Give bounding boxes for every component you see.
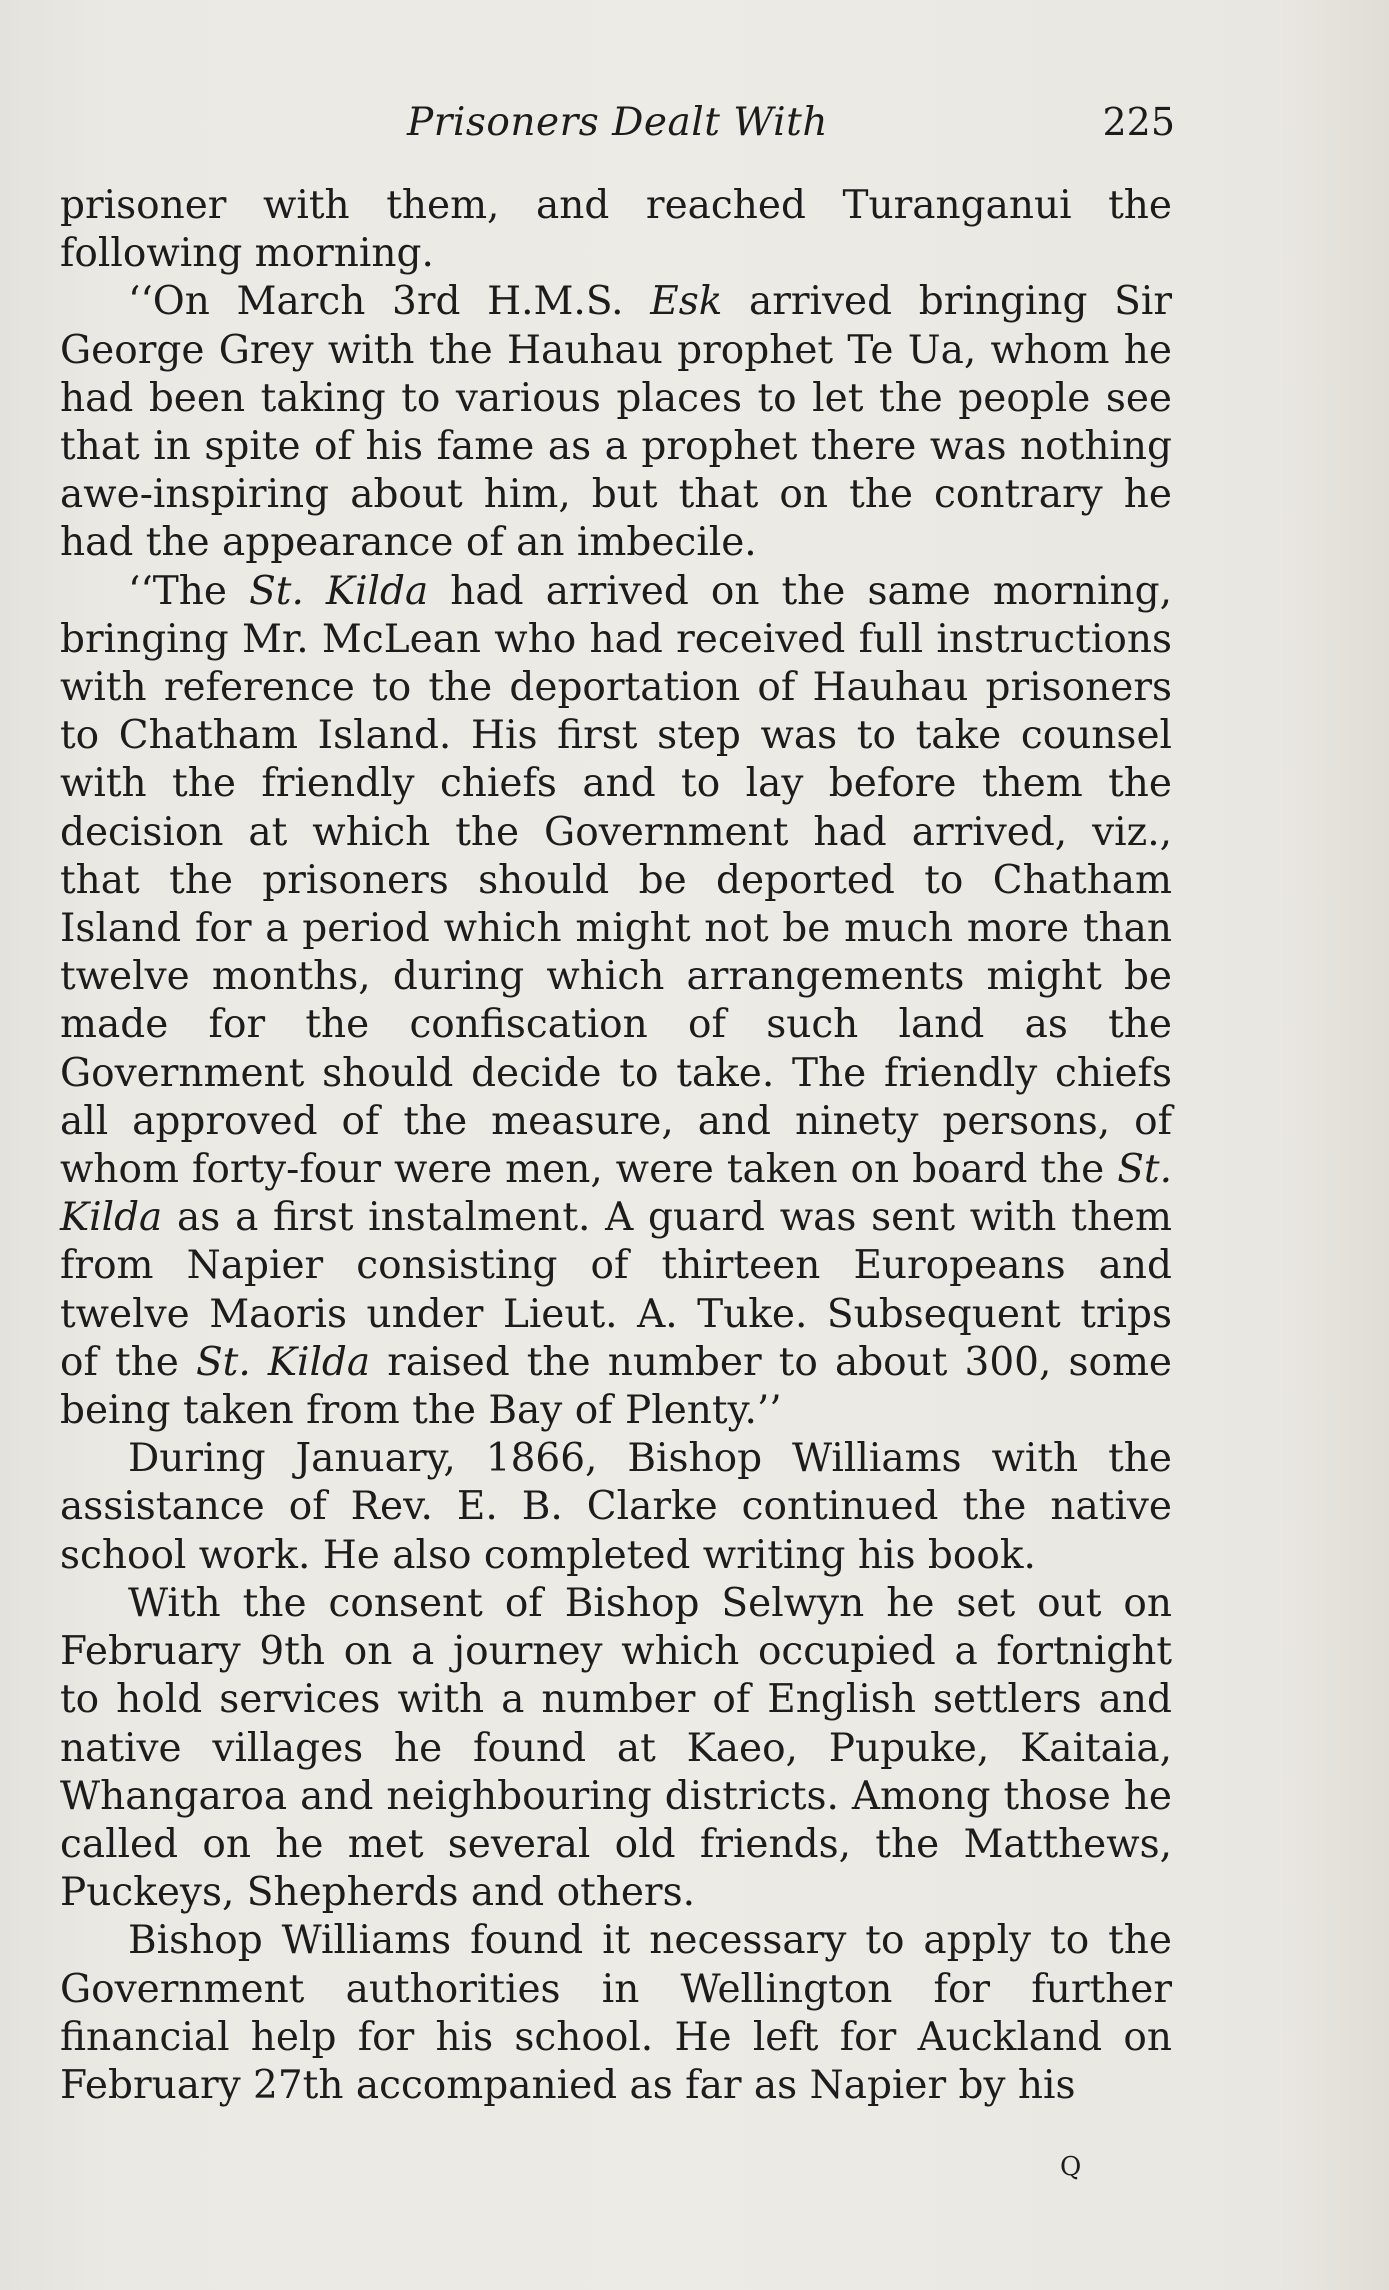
- paragraph: [60, 1917, 1172, 2110]
- italic-text: Esk: [650, 279, 723, 325]
- text-run: ‘‘On March 3rd H.M.S.: [128, 279, 651, 325]
- paragraph: [60, 182, 1172, 278]
- text-run: ‘‘The: [128, 568, 250, 614]
- running-title: Prisoners Dealt With: [407, 100, 828, 145]
- text-run: arrived bringing Sir George Grey with the Hauhau prophet Te Ua, whom he had been taking to various places to let the people see that in spite of his fame as a prophet there was nothing awe-inspiring about him, but that on the contrary he had the appearance of an imbecile.: [60, 279, 1172, 566]
- text-run: as a first instalment. A guard was sent with them from Napier consisting of thirteen Europeans and twelve Maoris under Lieut. A. Tuke. Subsequent trips of the: [60, 1195, 1172, 1385]
- italic-text: St. Kilda: [60, 1147, 1172, 1241]
- text-run: Bishop Williams found it necessary to apply to the Government authorities in Wellington for further financial help for his school. He left for Auckland on February 27th accompanied as far as Napier by his: [60, 1918, 1172, 2108]
- running-head: [60, 100, 1175, 160]
- text-run: had arrived on the same morning, bringing Mr. McLean who had received full instructions with reference to the deportation of Hauhau prisoners to Chatham Island. His first step was to take counsel with the friendly chiefs and to lay before them the decision at which the Government had arrived, viz., that the prisoners should be deported to Chatham Island for a period which might not be much more than twelve months, during which arrangements might be made for the confiscation of such land as the Government should decide to take. The friendly chiefs all approved of the measure, and ninety persons, of whom forty-four were men, were taken on board the: [60, 568, 1173, 1193]
- body-text: [60, 182, 1172, 2110]
- paragraph: [60, 1435, 1172, 1580]
- paragraph: [60, 278, 1172, 567]
- text-run: During January, 1866, Bishop Williams with the assistance of Rev. E. B. Clarke continued the native school work. He also completed writing his book.: [60, 1436, 1172, 1578]
- paragraph: [60, 1580, 1172, 1917]
- page-number: 225: [1102, 100, 1175, 144]
- italic-text: St. Kilda: [195, 1339, 371, 1385]
- italic-text: St. Kilda: [249, 568, 429, 614]
- text-run: raised the number to about 300, some being taken from the Bay of Plenty.’’: [60, 1339, 1173, 1434]
- paragraph: [60, 568, 1172, 1436]
- text-run: With the consent of Bishop Selwyn he set out on February 9th on a journey which occupied a fortnight to hold services with a number of English settlers and native villages he found at Kaeo, Pupuke, Kaitaia, Whangaroa and neighbouring districts. Among those he called on he met several old friends, the Matthews, Puckeys, Shepherds and others.: [60, 1580, 1172, 1916]
- text-run: prisoner with them, and reached Turanganui the following morning.: [60, 183, 1172, 277]
- signature-mark: Q: [1060, 2152, 1082, 2182]
